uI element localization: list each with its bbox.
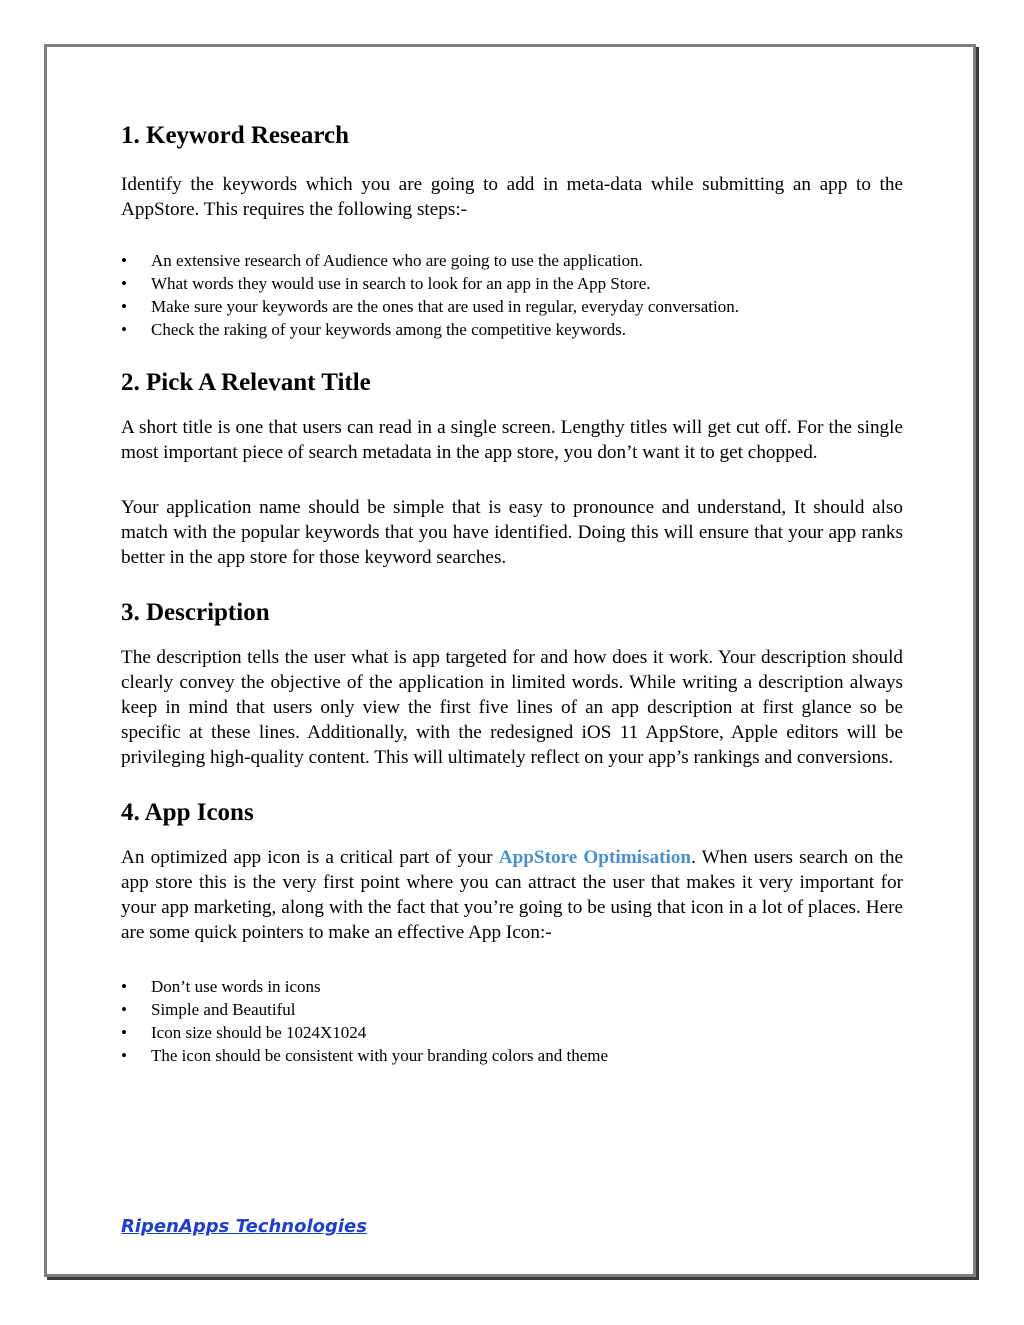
- keyword-steps-list: [121, 249, 903, 341]
- footer-brand-link[interactable]: RipenApps Technologies: [121, 1216, 367, 1237]
- list-item: • Make sure your keywords are the ones that are used in regular, everyday conversation.: [121, 295, 903, 318]
- description-paragraph: The description tells the user what is app targeted for and how does it work. Your description should clearly convey the objective of the application in limited words. While writing a description always keep in mind that users only view the first five lines of an app description at first glance so be specific at these lines. Additionally, with the redesigned iOS 11 AppStore, Apple editors will be privileging high-quality content. This will ultimately reflect on your app’s rankings and conversions.: [121, 647, 903, 768]
- list-item: • What words they would use in search to look for an app in the App Store.: [121, 272, 903, 295]
- heading-description: 3. Description: [121, 599, 270, 626]
- title-paragraph-1: A short title is one that users can read in a single screen. Lengthy titles will get cut off. For the single most important piece of search metadata in the app store, you don’t want it to get chopped.: [121, 417, 903, 463]
- keyword-intro-paragraph: Identify the keywords which you are going to add in meta-data while submitting an app to the AppStore. This requires the following steps:-: [121, 174, 903, 220]
- list-item: • The icon should be consistent with your branding colors and theme: [121, 1044, 903, 1067]
- icons-paragraph-start: An optimized app icon is a critical part of your: [121, 847, 499, 868]
- icons-paragraph-end: . When users search on the app store this is the very first point where you can attract the user that makes it very important for your app marketing, along with the fact that you’re going to be using that icon in a lot of places. Here are some quick pointers to make an effective App Icon:-: [121, 847, 904, 943]
- list-item: • Simple and Beautiful: [121, 998, 903, 1021]
- icons-paragraph: [121, 845, 903, 945]
- list-item: • Check the raking of your keywords among the competitive keywords.: [121, 318, 903, 341]
- title-paragraph-2: Your application name should be simple that is easy to pronounce and understand, It should also match with the popular keywords that you have identified. Doing this will ensure that your app ranks better in the app store for those keyword searches.: [121, 497, 903, 568]
- document-content: [121, 118, 903, 1067]
- heading-pick-title: 2. Pick A Relevant Title: [121, 369, 371, 396]
- appstore-optimisation-link[interactable]: AppStore Optimisation: [498, 847, 692, 868]
- icon-pointers-list: [121, 975, 903, 1067]
- heading-keyword-research: 1. Keyword Research: [121, 122, 349, 149]
- list-item: • An extensive research of Audience who are going to use the application.: [121, 249, 903, 272]
- list-item: • Don’t use words in icons: [121, 975, 903, 998]
- list-item: • Icon size should be 1024X1024: [121, 1021, 903, 1044]
- heading-app-icons: 4. App Icons: [121, 799, 254, 826]
